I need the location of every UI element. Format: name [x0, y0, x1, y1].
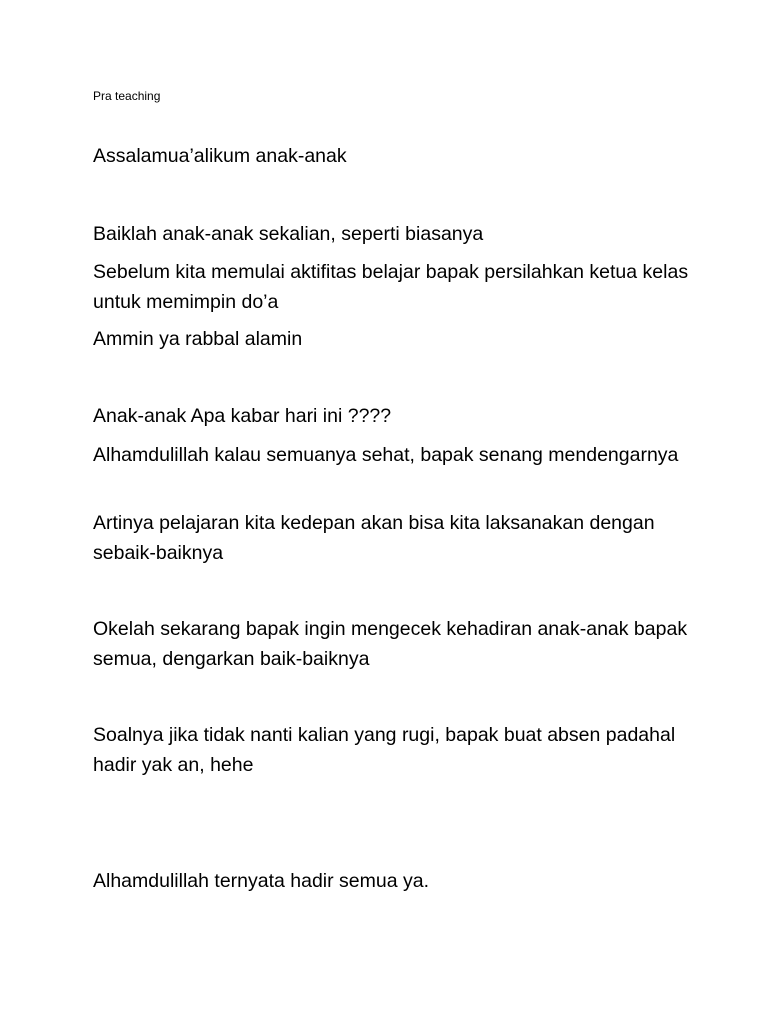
paragraph-amen: Ammin ya rabbal alamin — [93, 328, 303, 350]
paragraph-greeting: Assalamua’alikum anak-anak — [93, 145, 347, 167]
paragraph-absent-note: Soalnya jika tidak nanti kalian yang rugi, bapak buat absen padahal hadir yak an, hehe — [93, 724, 676, 776]
paragraph-lesson: Artinya pelajaran kita kedepan akan bisa kita laksanakan dengan sebaik-baiknya — [93, 512, 655, 564]
document-heading: Pra teaching — [93, 89, 161, 103]
paragraph-all-present: Alhamdulillah ternyata hadir semua ya. — [93, 870, 430, 892]
paragraph-intro: Baiklah anak-anak sekalian, seperti biasanya — [93, 223, 484, 245]
paragraph-attendance: Okelah sekarang bapak ingin mengecek kehadiran anak-anak bapak semua, dengarkan baik-baiknya — [93, 618, 688, 670]
paragraph-prayer-request: Sebelum kita memulai aktifitas belajar bapak persilahkan ketua kelas untuk memimpin do’a — [93, 261, 689, 313]
paragraph-how-are-you: Anak-anak Apa kabar hari ini ???? — [93, 405, 392, 427]
paragraph-healthy: Alhamdulillah kalau semuanya sehat, bapak senang mendengarnya — [93, 444, 679, 466]
